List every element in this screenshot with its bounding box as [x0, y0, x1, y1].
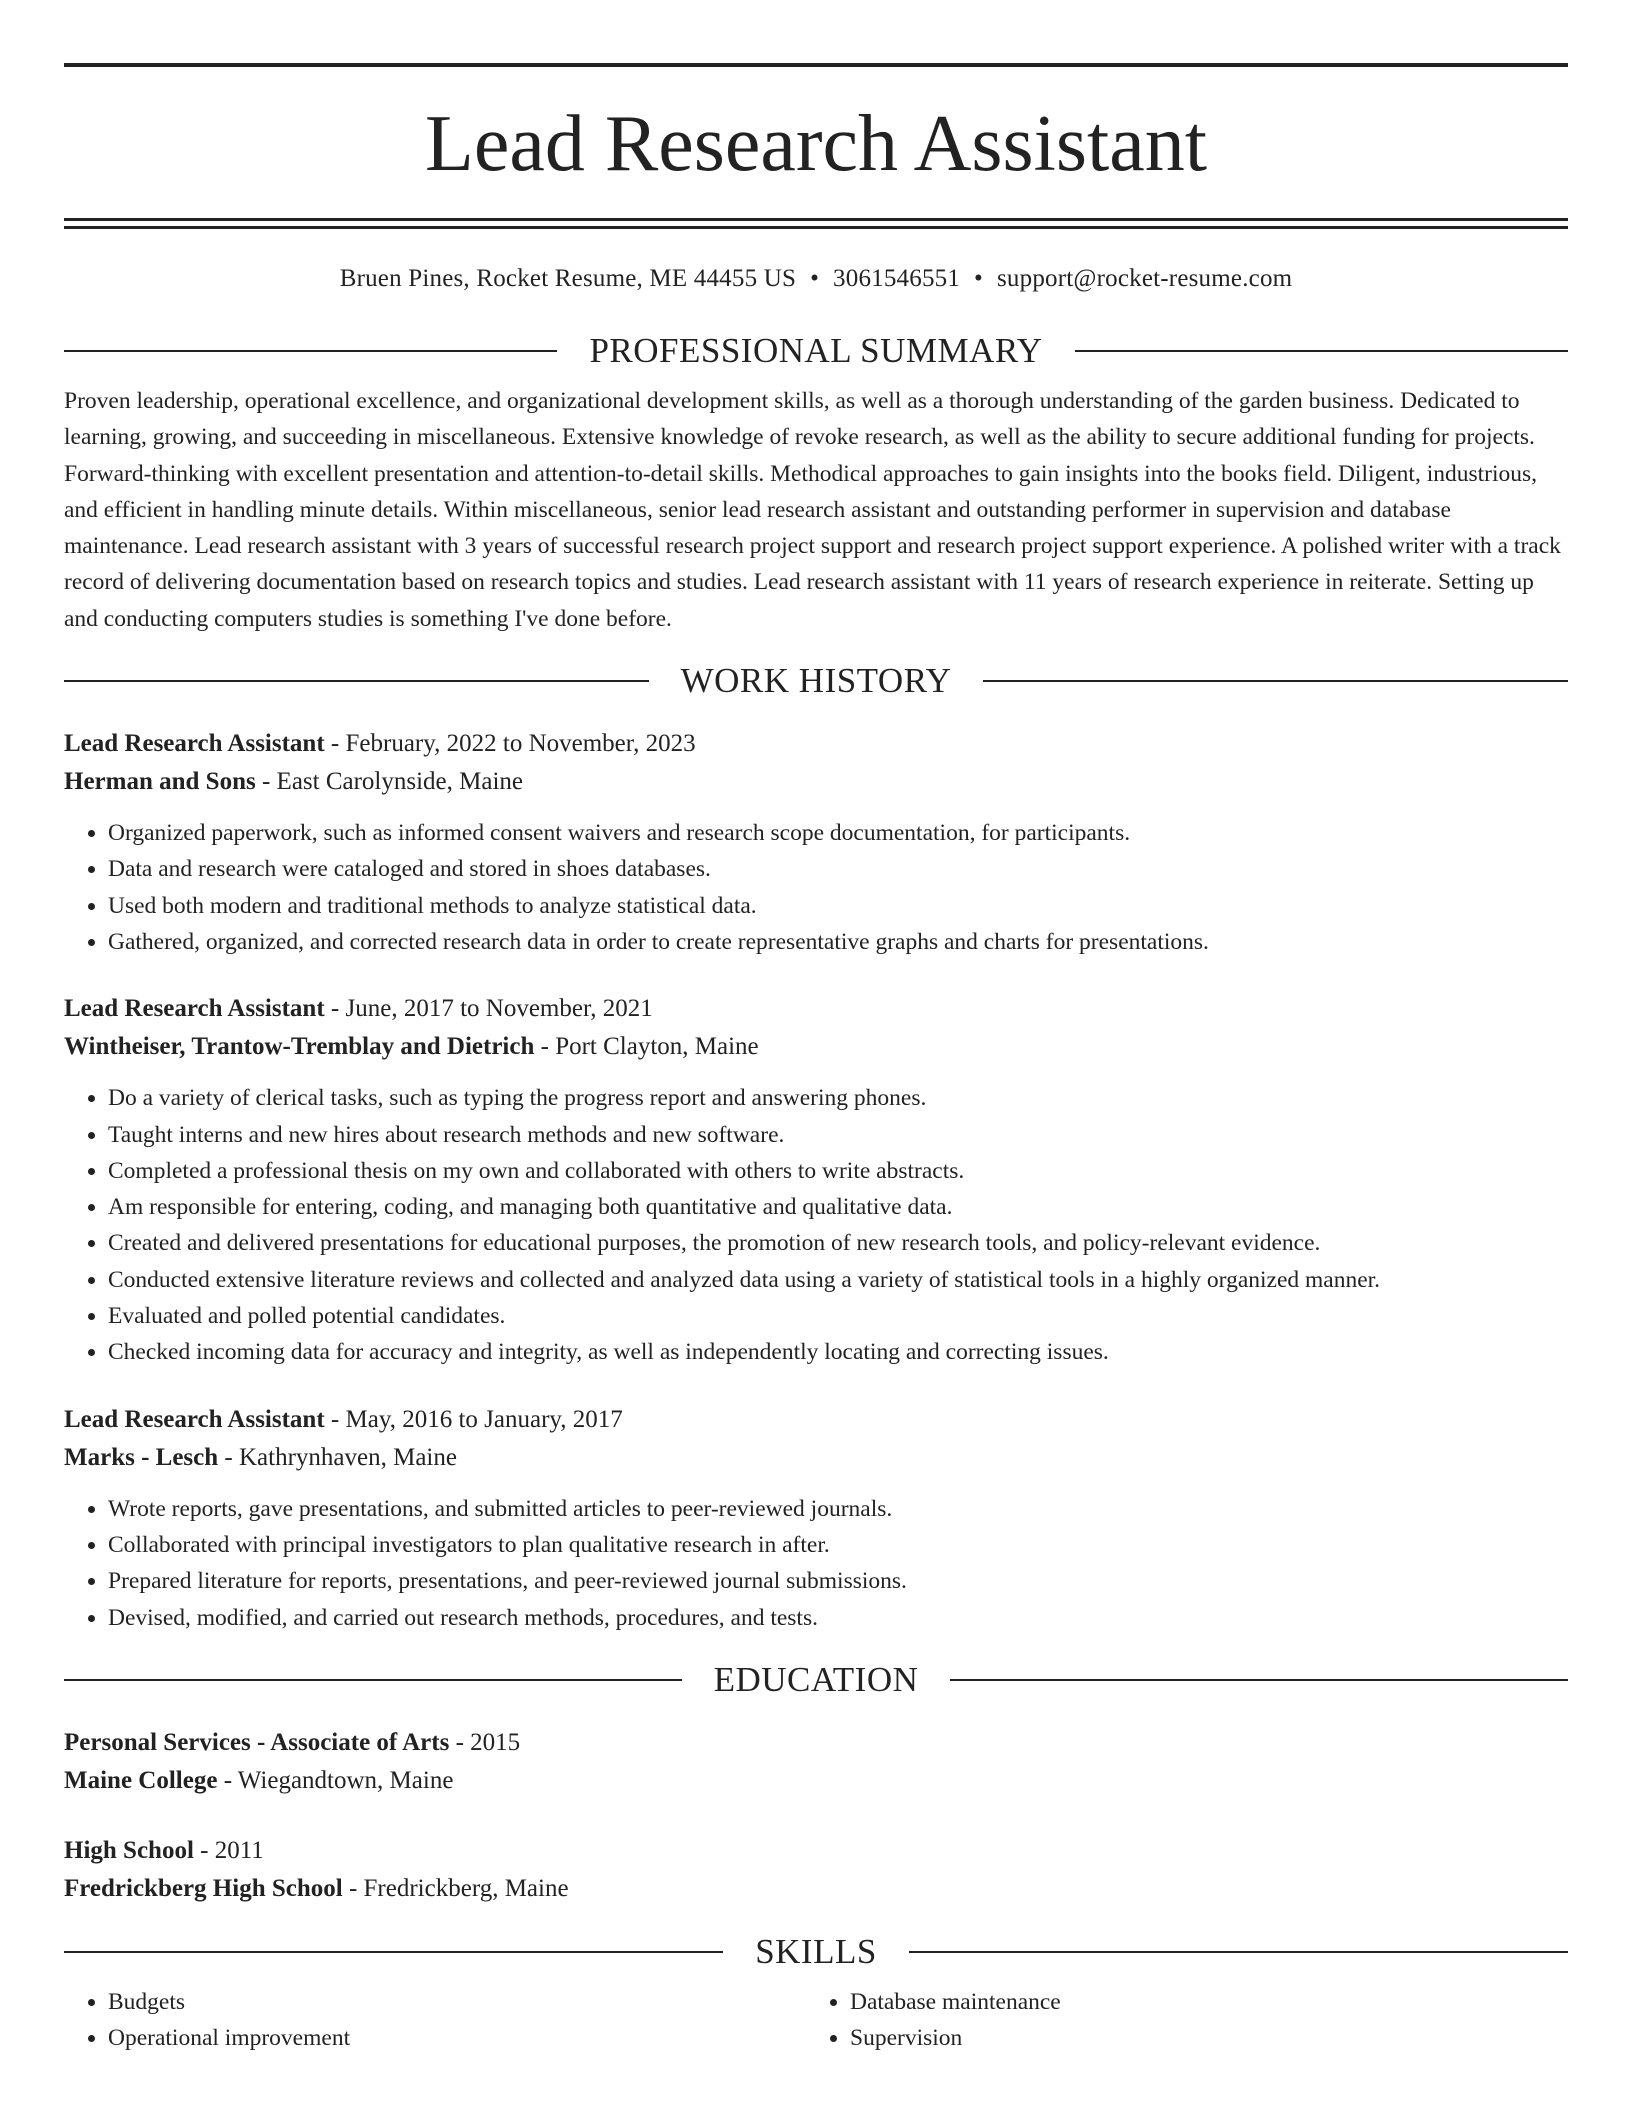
education-entry — [64, 1832, 1568, 1908]
contact-phone: 3061546551 — [833, 265, 961, 292]
education-location: - Fredrickberg, Maine — [342, 1874, 569, 1902]
heading-rule — [1075, 350, 1568, 352]
job-entry — [64, 725, 1568, 960]
list-item: • Completed a professional thesis on my own and collaborated with others to write abstracts. — [108, 1153, 1568, 1189]
list-item: • Prepared literature for reports, presentations, and peer-reviewed journal submissions. — [108, 1563, 1568, 1599]
summary-text: Proven leadership, operational excellence, and organizational development skills, as well as a thorough understanding of the garden business. Dedicated to learning, growing, and succeeding in miscellaneous. Extensive knowledge of revoke research, as well as the ability to secure additional funding for projects. Forward-thinking with excellent presentation and attention-to-detail skills. Methodical approaches to gain insights into the books field. Diligent, industrious, and efficient in handling minute details. Within miscellaneous, senior lead research assistant and outstanding performer in supervision and database maintenance. Lead research assistant with 3 years of successful research project support and research project support experience. A polished writer with a track record of delivering documentation based on research topics and studies. Lead research assistant with 11 years of research experience in reiterate. Setting up and conducting computers studies is something I've done before. — [64, 388, 1561, 632]
job-company-line — [64, 1028, 1568, 1066]
section-heading-work — [64, 659, 1568, 703]
job-entry — [64, 990, 1568, 1370]
education-year: - 2011 — [193, 1836, 264, 1864]
job-entry — [64, 1401, 1568, 1636]
education-entry — [64, 1724, 1568, 1800]
resume-page — [64, 0, 1568, 2056]
section-title: EDUCATION — [713, 1659, 919, 1699]
education-school: Fredrickberg High School — [64, 1874, 343, 1902]
section-title: SKILLS — [755, 1931, 877, 1971]
education-degree: Personal Services - Associate of Arts — [64, 1728, 450, 1756]
heading-rule — [950, 1679, 1568, 1681]
skills-column-left — [64, 1984, 806, 2056]
heading-rule — [64, 1951, 723, 1953]
skills-list — [64, 1984, 1568, 2056]
education-school: Maine College — [64, 1766, 218, 1794]
list-item: • Organized paperwork, such as informed consent waivers and research scope documentation, for participants. — [108, 815, 1568, 851]
education-degree-line — [64, 1724, 1568, 1762]
section-heading-skills — [64, 1930, 1568, 1974]
job-title: Lead Research Assistant — [64, 730, 325, 758]
education-year: - 2015 — [449, 1728, 521, 1756]
job-location: - Kathrynhaven, Maine — [218, 1443, 457, 1471]
section-heading-education — [64, 1658, 1568, 1702]
section-title: PROFESSIONAL SUMMARY — [589, 331, 1043, 370]
list-item: • Do a variety of clerical tasks, such as typing the progress report and answering phones. — [108, 1080, 1568, 1116]
education-degree-line — [64, 1832, 1568, 1870]
list-item: • Data and research were cataloged and stored in shoes databases. — [108, 851, 1568, 887]
list-item: • Database maintenance — [850, 1984, 1548, 2020]
list-item: • Budgets — [108, 1984, 806, 2020]
list-item: • Used both modern and traditional methods to analyze statistical data. — [108, 888, 1568, 924]
job-title: Lead Research Assistant — [64, 995, 325, 1023]
job-location: - East Carolynside, Maine — [255, 768, 524, 796]
job-company-line — [64, 763, 1568, 801]
job-company-line — [64, 1439, 1568, 1477]
job-title-line — [64, 990, 1568, 1028]
list-item: • Collaborated with principal investigators to plan qualitative research in after. — [108, 1527, 1568, 1563]
education-degree: High School — [64, 1836, 194, 1864]
list-item: • Conducted extensive literature reviews and collected and analyzed data using a variety of statistical tools in a highly organized manner. — [108, 1262, 1568, 1298]
heading-rule — [909, 1951, 1568, 1953]
heading-rule — [983, 680, 1568, 682]
job-location: - Port Clayton, Maine — [534, 1033, 759, 1061]
contact-separator: • — [974, 265, 983, 292]
job-title: Lead Research Assistant — [64, 1405, 325, 1433]
contact-email: support@rocket-resume.com — [997, 265, 1293, 292]
skills-column-right — [806, 1984, 1548, 2056]
education-location: - Wiegandtown, Maine — [217, 1766, 454, 1794]
list-item: • Checked incoming data for accuracy and integrity, as well as independently locating and correcting issues. — [108, 1334, 1568, 1370]
list-item: • Supervision — [850, 2020, 1548, 2056]
list-item: • Am responsible for entering, coding, and managing both quantitative and qualitative data. — [108, 1189, 1568, 1225]
job-bullets — [64, 815, 1568, 960]
heading-rule — [64, 680, 649, 682]
job-bullets — [64, 1491, 1568, 1636]
contact-separator: • — [810, 265, 820, 292]
job-company: Wintheiser, Trantow-Tremblay and Dietrich — [64, 1033, 535, 1061]
job-dates: - May, 2016 to January, 2017 — [324, 1405, 623, 1433]
section-heading-summary — [64, 329, 1568, 373]
contact-line — [64, 261, 1568, 297]
list-item: • Evaluated and polled potential candidates. — [108, 1298, 1568, 1334]
job-title-line — [64, 1401, 1568, 1439]
education-school-line — [64, 1870, 1568, 1908]
list-item: • Gathered, organized, and corrected research data in order to create representative graphs and charts for presentations. — [108, 924, 1568, 960]
job-company: Herman and Sons — [64, 768, 256, 796]
list-item: • Wrote reports, gave presentations, and submitted articles to peer-reviewed journals. — [108, 1491, 1568, 1527]
list-item: • Devised, modified, and carried out research methods, procedures, and tests. — [108, 1600, 1568, 1636]
job-bullets — [64, 1080, 1568, 1370]
job-company: Marks - Lesch — [64, 1443, 219, 1471]
top-rule — [64, 63, 1568, 67]
list-item: • Taught interns and new hires about research methods and new software. — [108, 1117, 1568, 1153]
job-dates: - June, 2017 to November, 2021 — [324, 995, 653, 1023]
contact-address: Bruen Pines, Rocket Resume, ME 44455 US — [339, 265, 797, 292]
resume-name: Lead Research Assistant — [425, 100, 1207, 188]
list-item: • Created and delivered presentations for educational purposes, the promotion of new research tools, and policy-relevant evidence. — [108, 1225, 1568, 1261]
education-school-line — [64, 1762, 1568, 1800]
job-dates: - February, 2022 to November, 2023 — [324, 730, 696, 758]
list-item: • Operational improvement — [108, 2020, 806, 2056]
section-title: WORK HISTORY — [680, 661, 952, 701]
heading-rule — [64, 350, 557, 352]
job-title-line — [64, 725, 1568, 763]
heading-rule — [64, 1679, 682, 1681]
double-rule — [64, 218, 1568, 229]
